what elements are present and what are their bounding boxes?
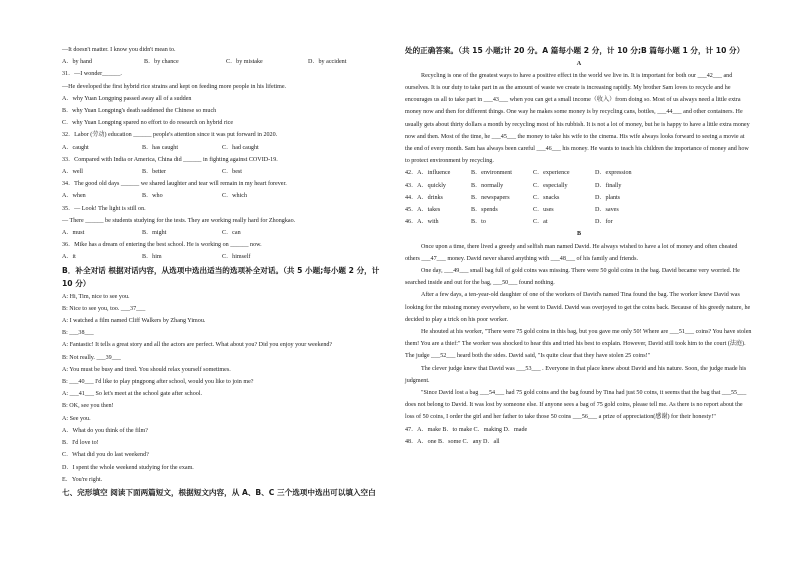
option: C．best [222,169,242,176]
option: B．has caught [142,144,179,151]
text-line: 36．Mike has a dream of entering the best school. He is working on ______ now. [62,242,262,249]
option: B．newspapers [471,194,510,201]
option-row [405,216,753,228]
text-line: D．I spent the whole weekend studying for the exam. [62,464,194,471]
option: A．must [62,230,85,237]
passage-paragraph: The clever judge knew that David was ___53___ . Everyone in that place knew about David and his nature. Soon, the judge made his judgment. [405,365,747,384]
text-line: 47．A．make B．to make C．making D．made [405,426,528,433]
option: C．can [222,230,241,237]
text-line: B: ___38___ [62,330,94,337]
option: B．better [142,169,167,176]
text-line: —It doesn't matter. I know you didn't mean to. [62,47,176,53]
option: C．which [222,193,248,200]
text-line: A: See you. [62,415,91,422]
passage-paragraph: Recycling is one of the greatest ways to have a positive effect in the world we live in. It is important for both our ___42___ and ourselves. It is our duty to take part in as the amount of waste we create is increasing rapidly. My brother Sam loves to recycle and he encourages us all to take part in ___43___ when you can get a small income（收入）from doing so. Most of us always need a little extra money now and then for different things. One way he makes some money is by recycling cans, bottles, ___44___ and other containers. He usually gets about thirty dollars a month by recycling most of his rubbish. It is not a lot of money, but he is happy to have a little extra money now and then. Most of the time, he ___45___ the money to take his wife to the cinema. His wife always looks forward to seeing a movie at the end of every month. Sam has always been careful ___46___ his money. He wants to teach his children the importance of money and how to protect environment by recycling. [405,72,750,165]
text-line: A: You must be busy and tired. You should relax yourself sometimes. [62,366,231,373]
option: B．who [142,193,163,200]
text-line: 48．A．one B．some C．any D．all [405,438,500,445]
text-line: 35．— Look! The light is still on. [62,205,146,212]
text-line: — There ______ be students studying for the tests. They are working really hard for Zhongkao. [62,217,296,224]
option: B．environment [471,170,512,177]
text-line: 33．Compared with India or America, China did ______ in fighting against COVID-19. [62,156,278,163]
section-heading: 处的正确答案。（共 15 小题;计 20 分。A 篇每小题 2 分，计 10 分;B 篇每小题 1 分，计 10 分） [405,46,745,55]
option-row [62,166,392,178]
right-column [405,44,753,448]
text-line: E．You're right. [62,476,103,483]
option-row [405,167,753,179]
option: A．well [62,169,83,176]
option: 46．A．with [405,219,439,226]
option: C．at [533,219,548,226]
text-line: A: Hi, Tim, nice to see you. [62,293,130,300]
passage-paragraph: "Since David lost a bag ___54___ had 75 gold coins and the bag found by Tina had just 50 coins, it seems that the bag that ___55___ does not belong to David. It was lost by someone else. If anyone sees a bag of 75 gold coins, please tell me. As there is no report about the loss of 50 coins, I order the girl and her father to take those 50 coins ___56___ a prize of appreciation(感谢) for their honesty!" [405,389,747,421]
option: A．by hand [62,59,92,66]
option-row [62,227,392,239]
option: B．to [471,219,486,226]
option: D．finally [595,182,622,189]
option: C．especially [533,182,568,189]
option-row [62,251,392,263]
text-line: A．What do you think of the film? [62,427,148,434]
text-line: B: Nice to see you, too. ___37___ [62,305,146,312]
passage-paragraph: After a few days, a ten-year-old daughter of one of the workers of David's named Tina found the bag. The worker knew David was looking for the missing money everywhere, so he went to David. David was overjoyed to get the coins back. Because of his greedy nature, he decided to play a trick on his poor worker. [405,292,751,323]
text-line: C．What did you do last weekend? [62,452,149,459]
option-row [62,190,392,202]
text-line: B．I'd love to! [62,440,99,447]
option-row [62,142,392,154]
option: C．himself [222,254,251,261]
option: D．by accident [308,59,347,66]
option-row [405,180,753,192]
text-line: B．why Yuan Longping's death saddened the Chinese so much [62,108,217,115]
section-heading: B．补全对话 根据对话内容，从选项中选出适当的选项补全对话。（共 5 小题;每小题 2 分，计 10 分） [62,265,380,289]
text-line: B: OK, see you then! [62,403,114,410]
text-line: A: I watched a film named Cliff Walkers by Zhang Yimou. [62,318,206,325]
option: A．caught [62,144,89,151]
option: D．saves [595,206,619,213]
option: 42．A．influence [405,170,451,177]
passage-paragraph: Once upon a time, there lived a greedy and selfish man named David. He always wished to have a lot of money and often cheated others ___47___ money. David never shared anything with ___48___ of his family and friends. [405,243,738,262]
text-line: B: Not really. ___39___ [62,354,121,361]
option: B．spends [471,206,498,213]
option: B．him [142,254,162,261]
left-column [62,44,392,499]
option: C．uses [533,206,554,213]
option: 45．A．takes [405,206,441,213]
option: 43．A．quickly [405,182,446,189]
text-line: A: ___41___ So let's meet at the school gate after school. [62,391,203,398]
option: D．expression [595,170,632,177]
text-line: 32．Labor (劳动) education ______ people's attention since it was put forward in 2020. [62,132,278,139]
option: B．might [142,230,167,237]
option: B．by chance [144,59,179,66]
text-line: —He developed the first hybrid rice strains and kept on feeding more people in his lifetime. [62,83,287,90]
option: A．it [62,254,76,261]
section-heading: 七、完形填空 阅读下面两篇短文，根据短文内容，从 A、B、C 三个选项中选出可以填入空白 [62,487,376,497]
text-line: B: ___40___ I'd like to play pingpong after school, would you like to join me? [62,379,254,386]
text-line: 34．The good old days ______ we shared laughter and tear will remain in my heart forever. [62,181,287,188]
option: C．by mistake [226,59,263,66]
option: B．normally [471,182,504,189]
passage-paragraph: He shouted at his worker, "There were 75 gold coins in this bag, but you gave me only 50! Where are ___51___ coins? You have stolen them! You are a thief:" The worker was shocked to hear this and tried his best to explain. However, David still took him to the court (法庭). The judge ___52___ heard both the sides. David said, "Is quite clear that they have stolen 25 coins!" [405,328,752,360]
option: C．had caught [222,144,259,151]
option-row [62,56,392,68]
option: 44．A．drinks [405,194,443,201]
option: C．experience [533,170,570,177]
text-line: A．why Yuan Longping passed away all of a sudden [62,95,192,102]
text-line: A: Fantastic! It tells a great story and all the actors are perfect. What about you? Did you enjoy your weekend? [62,342,333,349]
text-line: C．why Yuan Longping spared no effort to do research on hybrid rice [62,120,234,127]
option: C．snacks [533,194,560,201]
passage-paragraph: One day, ___49___ small bag full of gold coins was missing. There were 50 gold coins in the bag. David became very worried. He searched inside and out for the bag, ___50___ found nothing. [405,267,740,287]
option-row [405,204,753,216]
option: D．for [595,219,613,226]
option: A．when [62,193,86,200]
text-line: 31．—I wonder______. [62,71,122,78]
option: D．plants [595,194,621,201]
passage-label: B [576,231,582,238]
passage-label: A [576,60,582,67]
option-row [405,192,753,204]
